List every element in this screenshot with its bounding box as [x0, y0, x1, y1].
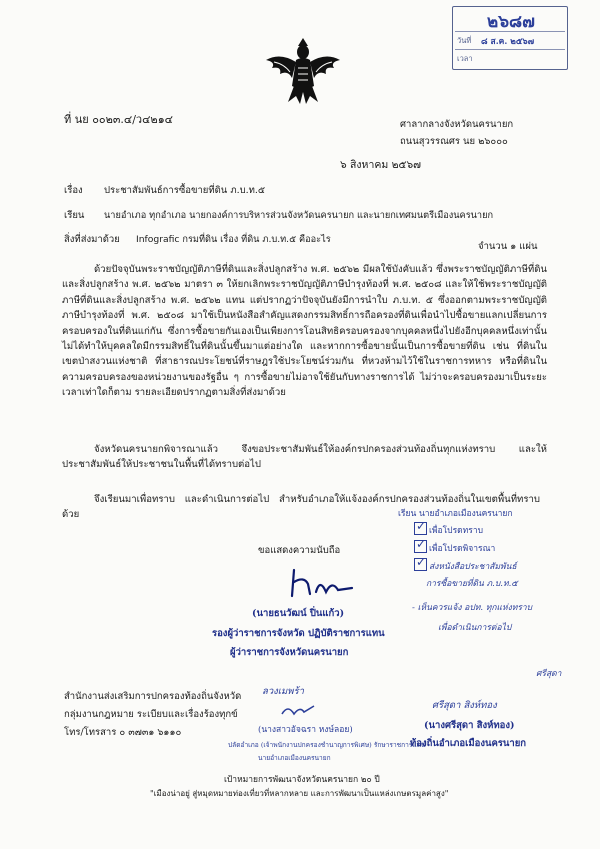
enclosure-qty: จำนวน ๑ แผ่น: [478, 241, 538, 252]
stamp-date: ๘ ส.ค. ๒๕๖๗: [481, 37, 535, 47]
routing-checkbox-1: ✓: [416, 519, 427, 533]
subject-text: ประชาสัมพันธ์การซื้อขายที่ดิน ภ.บ.ท.๕: [104, 185, 266, 196]
motto-title: เป้าหมายการพัฒนาจังหวัดนครนายก ๒๐ ปี: [224, 775, 380, 785]
receiving-stamp: [452, 6, 568, 70]
routing-item-3: ✓ ส่งหนังสือประชาสัมพันธ์: [416, 555, 517, 572]
routing-item-2: ✓ เพื่อโปรดพิจารณา: [416, 537, 496, 554]
lower-left-signature: [278, 700, 318, 722]
routing-note-3: เพื่อดำเนินการต่อไป: [438, 623, 512, 633]
org-address: ถนนสุวรรณศร นย ๒๖๐๐๐: [400, 136, 508, 147]
routing-item-1: ✓ เพื่อโปรดทราบ: [416, 519, 483, 536]
body-paragraph-2: จังหวัดนครนายกพิจารณาแล้ว จึงขอประชาสัมพันธ์ให้องค์กรปกครองส่วนท้องถิ่นทุกแห่งทราบ และให้ประชาสัมพันธ์ให้ประชาชนในพื้นที่ได้ทราบต่อไป: [62, 444, 547, 471]
footer-phone: โทร/โทรสาร ๐ ๓๗๓๑ ๖๑๑๐: [64, 727, 182, 738]
lower-left-title: ปลัดอำเภอ (เจ้าพนักงานปกครองชำนาญการพิเศษ) รักษาราชการแทน: [228, 741, 426, 749]
signer-title-1: รองผู้ว่าราชการจังหวัด ปฏิบัติราชการแทน: [212, 628, 385, 639]
signer-signature: [286, 566, 356, 600]
enclosure-label: สิ่งที่ส่งมาด้วย: [64, 234, 120, 245]
stamp-time-label: เวลา: [457, 54, 473, 63]
motto-text: "เมืองน่าอยู่ สู่หมุดหมายท่องเที่ยวที่หลากหลาย และการพัฒนาเป็นแหล่งเกษตรมูลค่าสูง": [150, 789, 449, 798]
routing-note-1: การซื้อขายที่ดิน ภ.บ.ท.๕: [426, 579, 518, 589]
body-paragraph-1: ด้วยปัจจุบันพระราชบัญญัติภาษีที่ดินและสิ่งปลูกสร้าง พ.ศ. ๒๕๖๒ มีผลใช้บังคับแล้ว ซึ่งพระราชบัญญัติภาษีที่ดินและสิ่งปลูกสร้าง พ.ศ. ๒๕๖๒ มาตรา ๓ ให้ยกเลิกพระราชบัญญัติภาษีบำรุงท้องที่ พ.ศ. ๒๕๐๘ และให้ใช้พระราชบัญญัติภาษีที่ดินและสิ่งปลูกสร้าง พ.ศ. ๒๕๖๒ แทน แต่ปรากฏว่าปัจจุบันยังมีการนำใบ ภ.บ.ท. ๕ ซึ่งออกตามพระราชบัญญัติภาษีบำรุงท้องที่ พ.ศ. ๒๕๐๘ มาใช้เป็นหนังสือสำคัญแสดงกรรมสิทธิ์การถือครองที่ดินเพื่อนำไปซื้อขายแลกเปลี่ยนการครอบครองในที่ดินแก่กัน ซึ่งการซื้อขายกันเองเป็นเพียงการโอนสิทธิครอบครองจากบุคคลหนึ่งไปยังอีกบุคคลหนึ่งเท่านั้น ไม่ได้ทำให้บุคคลใดมีกรรมสิทธิ์ในที่ดินนั้นขึ้นมาแต่อย่างใด และหากการซื้อขายนั้นเป็นการซื้อขายที่ดิน เช่น ที่ดินในเขตป่าสงวนแห่งชาติ ที่สาธารณประโยชน์ที่ราษฎรใช้ประโยชน์ร่วมกัน ที่หวงห้ามไว้ใช้ในราชการทหาร หรือที่ดินในความครอบครองของหน่วยงานของรัฐอื่น ๆ การซื้อขายไม่อาจใช้ยันกับทางราชการได้ ไม่ว่าจะครอบครองมาเป็นระยะเวลาเท่าใดก็ตาม รายละเอียดปรากฏตามสิ่งที่ส่งมาด้วย: [62, 264, 547, 399]
footer-group: กลุ่มงานกฎหมาย ระเบียบและเรื่องร้องทุกข์: [64, 709, 238, 720]
lower-left-handwriting: ลวงเมพร้า: [262, 686, 305, 697]
lower-right-handwriting: ศรีสุดา สิงห์ทอง: [432, 700, 497, 711]
signer-title-2: ผู้ว่าราชการจังหวัดนครนายก: [230, 647, 349, 658]
to-text: นายอำเภอ ทุกอำเภอ นายกองค์การบริหารส่วนจังหวัดนครนายก และนายกเทศมนตรีเมืองนครนายก: [104, 210, 494, 221]
lower-left-title-2: นายอำเภอเมืองนครนายก: [258, 754, 331, 762]
footer-office: สำนักงานส่งเสริมการปกครองท้องถิ่นจังหวัด: [64, 691, 242, 702]
enclosure-text: Infografic กรมที่ดิน เรื่อง ที่ดิน ภ.บ.ท.๕ คืออะไร: [136, 234, 331, 245]
routing-checkbox-2: ✓: [416, 537, 427, 551]
org-name: ศาลากลางจังหวัดนครนายก: [400, 119, 514, 130]
doc-date: ๖ สิงหาคม ๒๕๖๗: [340, 159, 422, 171]
routing-note-2: - เห็นควรแจ้ง อปท. ทุกแห่งทราบ: [412, 603, 533, 613]
subject-label: เรื่อง: [64, 185, 83, 196]
closing-text: ขอแสดงความนับถือ: [258, 545, 341, 556]
routing-to-line: เรียน นายอำเภอเมืองนครนายก: [398, 509, 513, 519]
routing-initial: ศรีสุดา: [536, 669, 562, 679]
to-label: เรียน: [64, 210, 85, 221]
stamp-number: ๒๖๘๗: [487, 12, 535, 32]
signer-name: (นายธนวัฒน์ ปิ่นแก้ว): [252, 608, 345, 619]
lower-left-name: (นางสาวอัจฉรา หงษ์ลอย): [258, 725, 353, 735]
lower-right-title: ท้องถิ่นอำเภอเมืองนครนายก: [410, 738, 527, 749]
routing-checkbox-3: ✓: [416, 555, 427, 569]
lower-right-name: (นางศรีสุดา สิงห์ทอง): [424, 720, 515, 731]
garuda-emblem: [262, 34, 344, 110]
stamp-date-label: วันที่: [457, 36, 472, 45]
doc-number: ที่ นย ๐๐๒๓.๔/ว๔๒๑๔: [64, 113, 173, 126]
body-paragraph-3: จึงเรียนมาเพื่อทราบ และดำเนินการต่อไป สำหรับอำเภอให้แจ้งองค์กรปกครองส่วนท้องถิ่นในเขตพื้นที่ทราบด้วย: [62, 494, 540, 521]
